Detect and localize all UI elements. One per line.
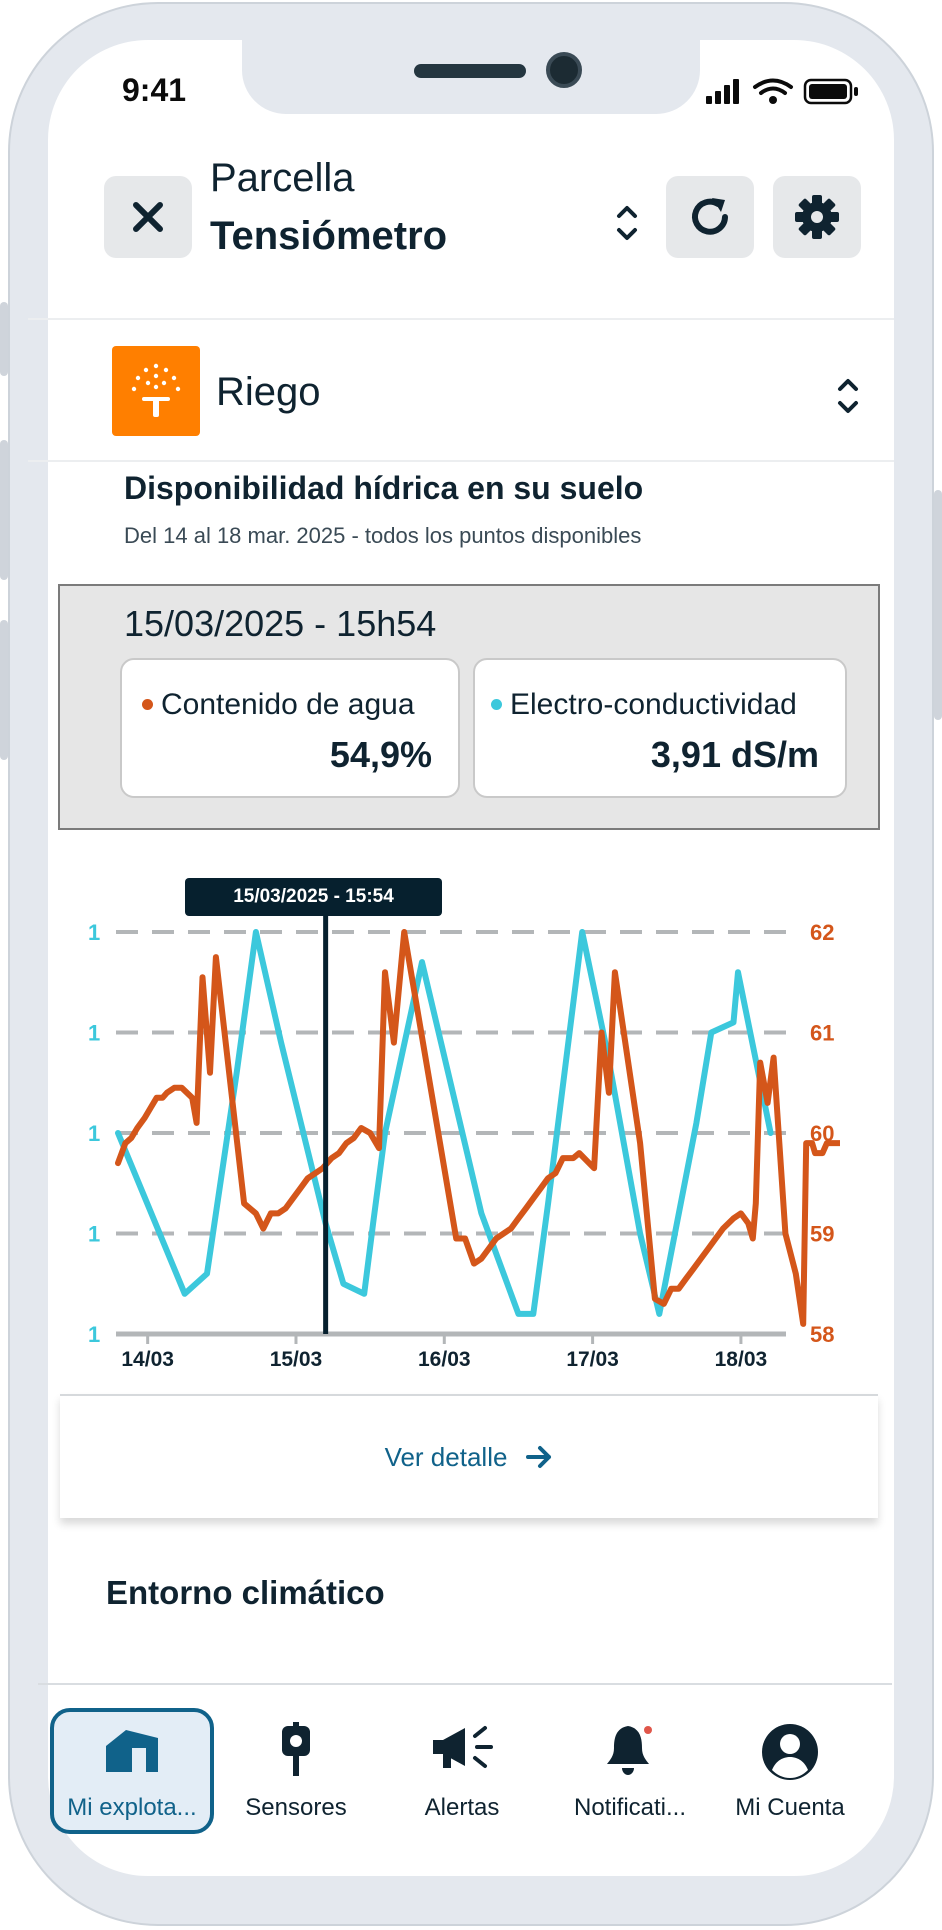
section-title: Disponibilidad hídrica en su suelo xyxy=(124,470,644,506)
ec-value: 3,91 dS/m xyxy=(650,734,819,775)
nav-label-account: Mi Cuenta xyxy=(735,1794,845,1821)
power-button xyxy=(934,490,942,720)
close-icon xyxy=(132,201,164,233)
volume-down-button xyxy=(0,620,8,760)
climate-section-title: Entorno climático xyxy=(106,1574,385,1611)
left-axis-tick: 1 xyxy=(88,920,101,945)
nav-label-farm: Mi explota... xyxy=(67,1794,197,1821)
nav-item-farm[interactable] xyxy=(50,1708,214,1834)
right-axis-tick: 58 xyxy=(810,1322,835,1347)
bell-icon xyxy=(602,1722,658,1783)
section-subtitle: Del 14 al 18 mar. 2025 - todos los puntos disponibles xyxy=(124,523,642,548)
chevron-up-down-icon xyxy=(834,374,862,418)
nav-divider xyxy=(38,1683,892,1685)
close-button[interactable] xyxy=(104,176,192,258)
nav-label-notifications: Notificati... xyxy=(573,1794,687,1821)
parcel-selector-chevron[interactable] xyxy=(612,200,642,251)
refresh-button[interactable] xyxy=(666,176,754,258)
category-divider xyxy=(28,460,894,462)
water-series-dot xyxy=(142,699,153,710)
status-time: 9:41 xyxy=(122,72,187,108)
x-tick-label: 14/03 xyxy=(121,1348,174,1371)
right-axis-tick: 59 xyxy=(810,1221,835,1247)
ec-card xyxy=(473,658,847,798)
irrigation-icon xyxy=(112,346,200,436)
gear-icon xyxy=(793,193,841,241)
x-tick-label: 16/03 xyxy=(418,1348,471,1371)
camera xyxy=(546,52,582,88)
left-axis-tick: 1 xyxy=(88,1322,101,1347)
water-content-value: 54,9% xyxy=(329,734,432,775)
account-icon xyxy=(760,1722,820,1787)
refresh-icon xyxy=(687,194,733,240)
volume-up-button xyxy=(0,440,8,580)
header-title: Tensiómetro xyxy=(210,214,448,258)
category-label[interactable]: Riego xyxy=(216,370,321,414)
right-axis-tick: 62 xyxy=(810,920,835,945)
battery-icon xyxy=(805,80,858,103)
speaker xyxy=(414,64,526,78)
ec-label: Electro-conductividad xyxy=(491,688,797,722)
x-tick-label: 18/03 xyxy=(714,1348,768,1371)
reading-datetime: 15/03/2025 - 15h54 xyxy=(124,603,437,644)
nav-label-alerts: Alertas xyxy=(424,1794,500,1821)
settings-button[interactable] xyxy=(773,176,861,258)
left-axis-tick: 1 xyxy=(88,1020,101,1046)
arrow-right-icon xyxy=(525,1445,553,1469)
water-content-label: Contenido de agua xyxy=(142,688,415,722)
right-axis-tick: 61 xyxy=(810,1020,835,1046)
left-axis-tick: 1 xyxy=(88,1121,101,1146)
x-tick-label: 15/03 xyxy=(269,1348,323,1371)
header-divider xyxy=(28,318,894,320)
sensor-icon xyxy=(276,1722,316,1783)
nav-item-notifications[interactable] xyxy=(548,1708,712,1834)
x-tick-label: 17/03 xyxy=(566,1348,619,1371)
view-detail-label: Ver detalle xyxy=(384,1441,508,1472)
nav-item-account[interactable] xyxy=(708,1708,872,1834)
ec-series-dot xyxy=(491,699,502,710)
chart-tooltip: 15/03/2025 - 15:54 xyxy=(185,878,442,916)
megaphone-icon xyxy=(429,1722,495,1779)
nav-item-sensors[interactable] xyxy=(214,1708,378,1834)
mute-switch xyxy=(0,302,8,376)
farm-icon xyxy=(102,1726,162,1781)
water-content-card xyxy=(120,658,460,798)
water-chart[interactable] xyxy=(58,870,840,1380)
chevron-up-down-icon xyxy=(612,200,642,246)
wifi-icon xyxy=(755,81,791,94)
signal-icon xyxy=(706,79,739,104)
category-selector-chevron[interactable] xyxy=(834,374,862,423)
right-axis-tick: 60 xyxy=(810,1121,835,1146)
view-detail-button[interactable] xyxy=(60,1394,878,1518)
notch xyxy=(242,40,700,114)
nav-item-alerts[interactable] xyxy=(380,1708,544,1834)
nav-label-sensors: Sensores xyxy=(245,1794,347,1821)
header-subtitle: Parcella xyxy=(210,156,355,200)
status-icons xyxy=(706,78,860,111)
left-axis-tick: 1 xyxy=(88,1221,101,1247)
